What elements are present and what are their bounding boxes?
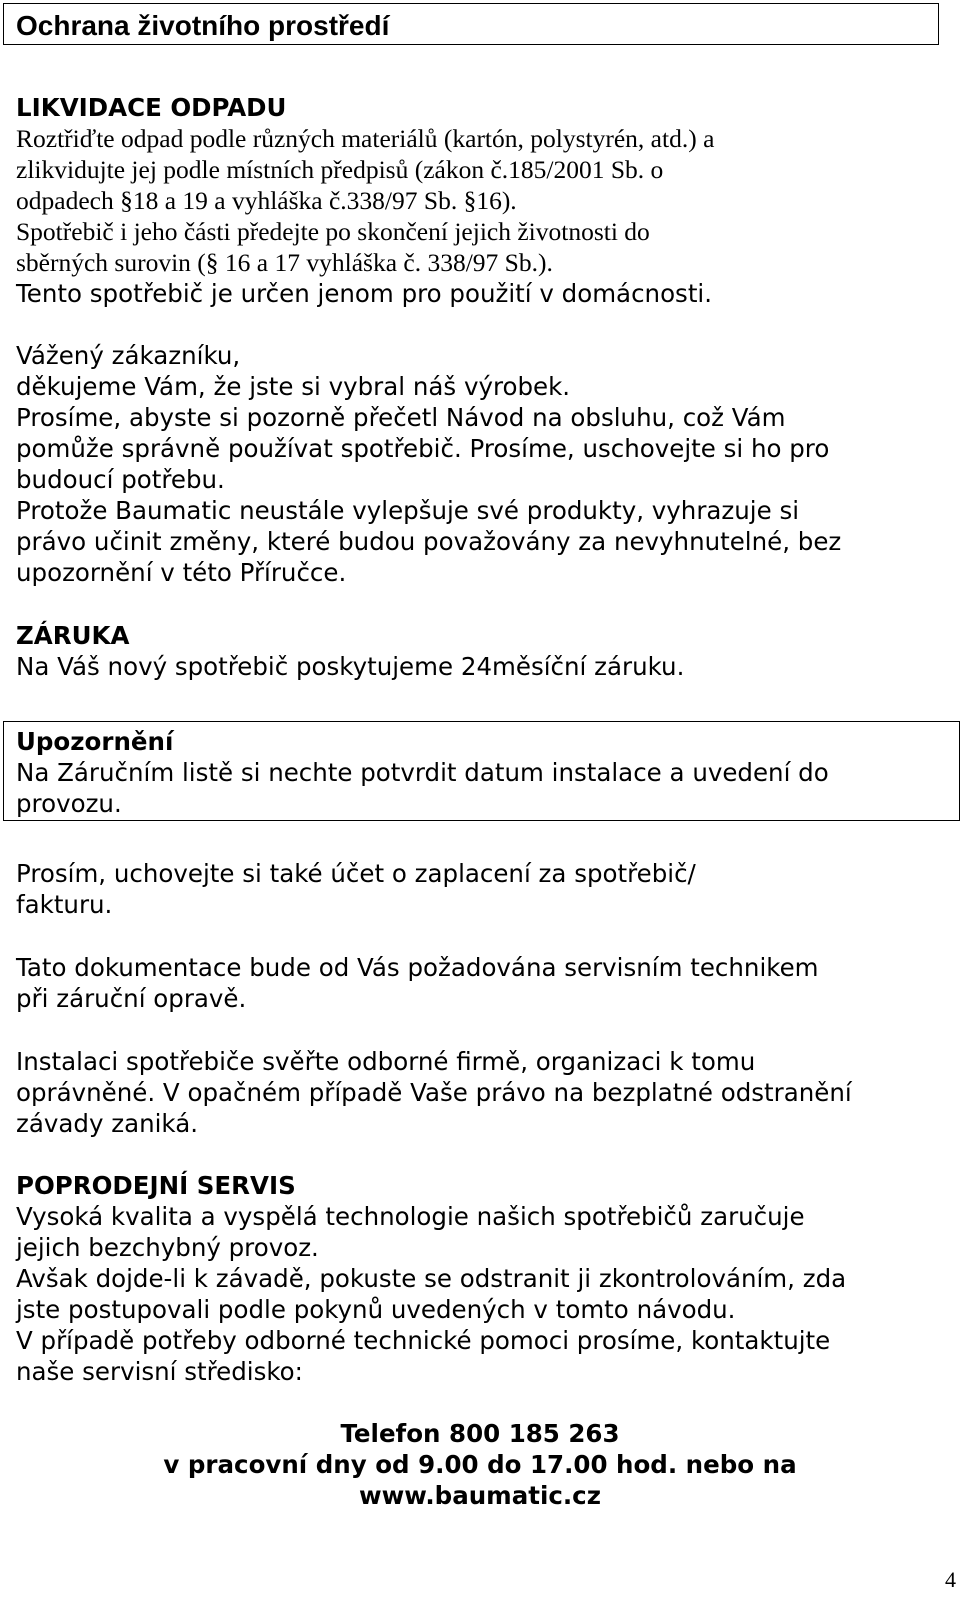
service-line: Avšak dojde-li k závadě, pokuste se odstranit ji zkontrolováním, zda: [16, 1264, 847, 1293]
greeting-section: [16, 340, 936, 588]
service-line: jejich bezchybný provoz.: [16, 1233, 319, 1262]
service-line: naše servisní středisko:: [16, 1357, 303, 1386]
page-title: Ochrana životního prostředí: [16, 10, 390, 41]
disposal-line: Roztřiďte odpad podle různých materiálů (kartón, polystyrén, atd.) a: [16, 124, 715, 153]
documentation-section: [16, 952, 936, 1014]
disposal-line: odpadech §18 a 19 a vyhláška č.338/97 Sb. §16).: [16, 186, 517, 215]
installation-line: Instalaci spotřebiče svěřte odborné firmě, organizaci k tomu: [16, 1047, 756, 1076]
notice-line: Na Záručním listě si nechte potvrdit datum instalace a uvedení do: [16, 758, 829, 787]
greeting-line: děkujeme Vám, že jste si vybral náš výrobek.: [16, 372, 571, 401]
greeting-line: upozornění v této Příručce.: [16, 558, 347, 587]
contact-section: [16, 1418, 944, 1511]
contact-hours: v pracovní dny od 9.00 do 17.00 hod. nebo na: [163, 1450, 797, 1479]
disposal-section: [16, 92, 936, 309]
greeting-line: právo učinit změny, které budou považovány za nevyhnutelné, bez: [16, 527, 842, 556]
receipt-section: [16, 858, 936, 920]
service-line: Vysoká kvalita a vyspělá technologie našich spotřebičů zaručuje: [16, 1202, 805, 1231]
contact-phone: Telefon 800 185 263: [340, 1419, 620, 1448]
receipt-line: fakturu.: [16, 890, 113, 919]
installation-line: oprávněné. V opačném případě Vaše právo na bezplatné odstranění: [16, 1078, 852, 1107]
greeting-line: Prosíme, abyste si pozorně přečetl Návod na obsluhu, což Vám: [16, 403, 786, 432]
greeting-line: Vážený zákazníku,: [16, 341, 241, 370]
greeting-line: pomůže správně používat spotřebič. Prosíme, uschovejte si ho pro: [16, 434, 830, 463]
service-line: V případě potřeby odborné technické pomoci prosíme, kontaktujte: [16, 1326, 831, 1355]
notice-line: provozu.: [16, 789, 122, 818]
disposal-line: sběrných surovin (§ 16 a 17 vyhláška č. 338/97 Sb.).: [16, 248, 553, 277]
service-line: jste postupovali podle pokynů uvedených v tomto návodu.: [16, 1295, 736, 1324]
page-title-box: [3, 3, 939, 45]
installation-line: závady zaniká.: [16, 1109, 198, 1138]
warranty-text: Na Váš nový spotřebič poskytujeme 24měsíční záruku.: [16, 652, 685, 681]
disposal-heading: LIKVIDACE ODPADU: [16, 93, 287, 122]
greeting-line: Protože Baumatic neustále vylepšuje své produkty, vyhrazuje si: [16, 496, 800, 525]
service-section: [16, 1170, 936, 1387]
installation-section: [16, 1046, 936, 1139]
documentation-line: Tato dokumentace bude od Vás požadována servisním technikem: [16, 953, 819, 982]
documentation-line: při záruční opravě.: [16, 984, 247, 1013]
page-number: 4: [945, 1567, 956, 1592]
warranty-section: [16, 620, 936, 682]
contact-website: www.baumatic.cz: [359, 1481, 601, 1510]
notice-section: [16, 726, 936, 819]
disposal-line: Tento spotřebič je určen jenom pro použití v domácnosti.: [16, 279, 713, 308]
receipt-line: Prosím, uchovejte si také účet o zaplacení za spotřebič/: [16, 859, 696, 888]
notice-heading: Upozornění: [16, 727, 174, 756]
disposal-line: Spotřebič i jeho části předejte po skončení jejich životnosti do: [16, 217, 650, 246]
warranty-heading: ZÁRUKA: [16, 621, 130, 650]
disposal-line: zlikvidujte jej podle místních předpisů (zákon č.185/2001 Sb. o: [16, 155, 664, 184]
service-heading: POPRODEJNÍ SERVIS: [16, 1171, 296, 1200]
greeting-line: budoucí potřebu.: [16, 465, 225, 494]
